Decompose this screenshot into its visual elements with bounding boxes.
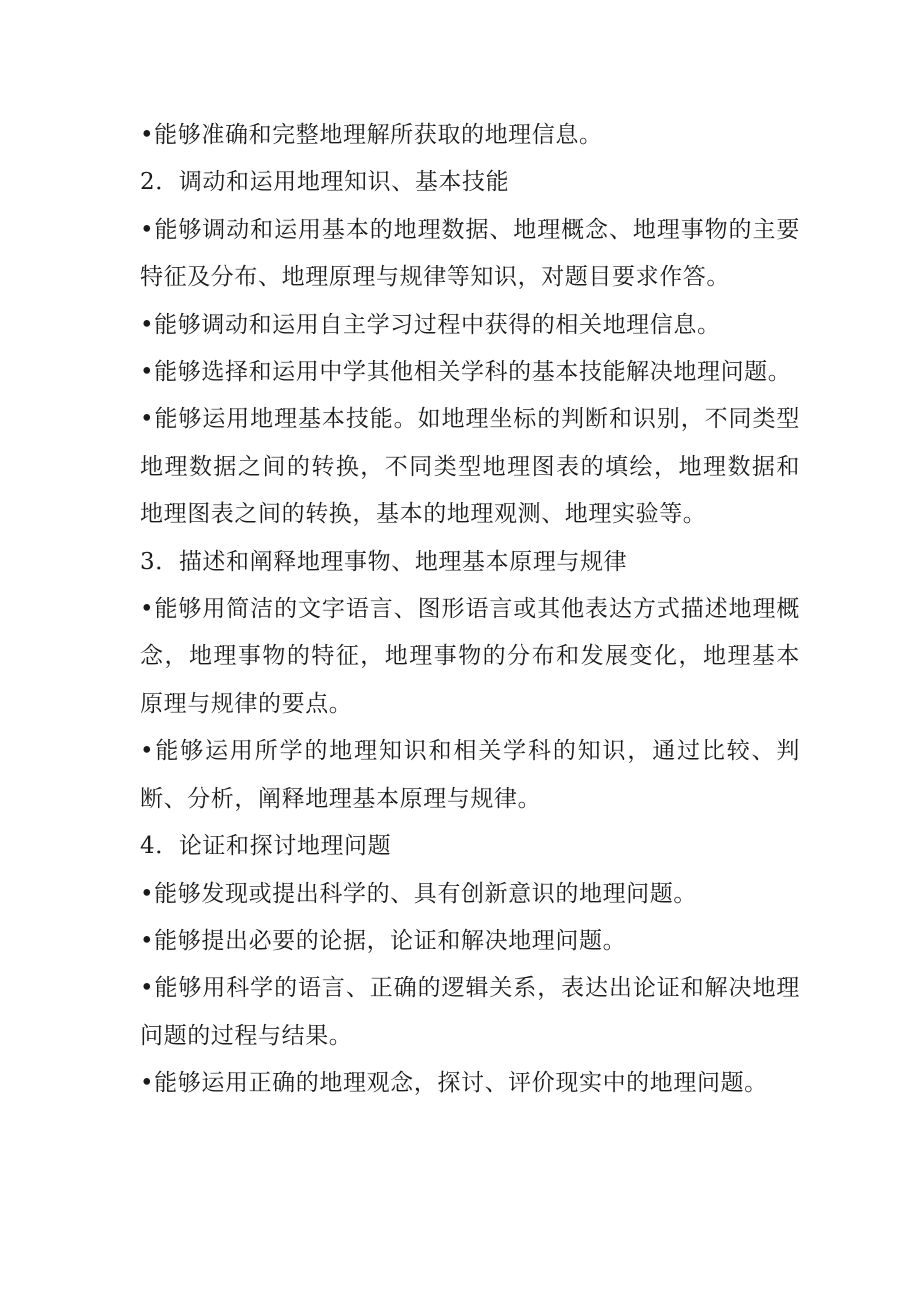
bullet-paragraph: •能够运用地理基本技能。如地理坐标的判断和识别，不同类型地理数据之间的转换，不同类型地理图表的填绘，地理数据和地理图表之间的转换，基本的地理观测、地理实验等。 (140, 406, 800, 528)
bullet-paragraph: •能够调动和运用基本的地理数据、地理概念、地理事物的主要特征及分布、地理原理与规律等知识，对题目要求作答。 (140, 216, 800, 291)
bullet-paragraph: •能够发现或提出科学的、具有创新意识的地理问题。 (140, 880, 697, 907)
bullet-paragraph: •能够调动和运用自主学习过程中获得的相关地理信息。 (140, 311, 721, 338)
bullet-paragraph: •能够运用所学的地理知识和相关学科的知识，通过比较、判断、分析，阐释地理基本原理与规律。 (140, 738, 800, 812)
document-body (140, 112, 800, 1108)
bullet-paragraph: •能够准确和完整地理解所获取的地理信息。 (140, 122, 603, 148)
section-heading: 4．论证和探讨地理问题 (140, 833, 392, 860)
bullet-paragraph: •能够运用正确的地理观念，探讨、评价现实中的地理问题。 (140, 1070, 768, 1097)
section-heading: 2．调动和运用地理知识、基本技能 (140, 169, 510, 196)
section-heading: 3．描述和阐释地理事物、地理基本原理与规律 (140, 548, 628, 575)
bullet-paragraph: •能够用科学的语言、正确的逻辑关系，表达出论证和解决地理问题的过程与结果。 (140, 975, 800, 1049)
bullet-paragraph: •能够用简洁的文字语言、图形语言或其他表达方式描述地理概念，地理事物的特征，地理事物的分布和发展变化，地理基本原理与规律的要点。 (140, 596, 800, 717)
bullet-paragraph: •能够选择和运用中学其他相关学科的基本技能解决地理问题。 (140, 359, 792, 386)
bullet-paragraph: •能够提出必要的论据，论证和解决地理问题。 (140, 927, 627, 954)
